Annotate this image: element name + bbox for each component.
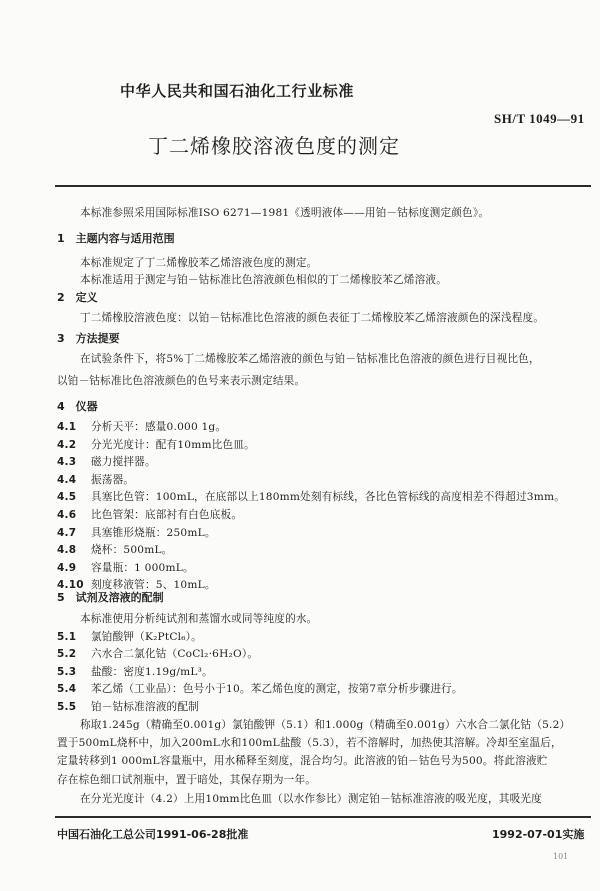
paragraph: 存在棕色细口试剂瓶中，置于暗处，其保存期为一年。	[57, 774, 317, 786]
clause-item	[57, 646, 258, 661]
issuing-organization: 中华人民共和国石油化工行业标准	[120, 82, 355, 100]
clause-item	[57, 560, 194, 575]
footer-divider	[55, 816, 591, 818]
section-heading: 1 主题内容与适用范围	[57, 232, 175, 245]
clause-text: 容量瓶：1 000mL。	[91, 561, 194, 574]
header-divider	[55, 185, 591, 187]
section-heading: 5 试剂及溶液的配制	[57, 591, 164, 604]
clause-number: 4.3	[57, 456, 77, 469]
clause-text: 比色管架：底部衬有白色底板。	[91, 509, 243, 521]
clause-item	[57, 629, 202, 644]
clause-number: 4.5	[57, 491, 77, 504]
clause-item	[57, 419, 226, 434]
clause-number: 5.3	[57, 665, 77, 678]
paragraph: 定量转移到1 000mL容量瓶中，用水稀释至刻度，混合均匀。此溶液的铂－钴色号为500。将此溶液贮	[57, 755, 548, 767]
clause-text: 刻度移液管：5、10mL。	[91, 579, 216, 592]
clause-item	[57, 699, 199, 714]
clause-number: 4.1	[57, 421, 77, 433]
clause-text: 具塞锥形烧瓶：250mL。	[91, 526, 216, 539]
section-heading: 3 方法提要	[57, 332, 120, 345]
clause-text: 烧杯：500mL。	[91, 544, 173, 557]
approval-date: 中国石油化工总公司1991-06-28批准	[57, 828, 249, 841]
clause-item	[57, 664, 213, 679]
clause-item	[57, 525, 216, 540]
clause-item	[57, 454, 156, 469]
clause-item	[57, 542, 172, 557]
paragraph: 本标准适用于测定与铂－钴标准比色溶液颜色相似的丁二烯橡胶苯乙烯溶液。	[80, 274, 447, 286]
clause-item	[57, 681, 463, 696]
clause-text: 氯铂酸钾（K₂PtCl₆）。	[91, 631, 202, 643]
clause-item	[57, 437, 255, 452]
clause-number: 4.6	[57, 509, 77, 521]
clause-number: 5.4	[57, 683, 77, 696]
clause-item	[57, 577, 216, 592]
clause-number: 4.8	[57, 544, 77, 557]
clause-number: 4.7	[57, 526, 77, 539]
clause-text: 铂－钴标准溶液的配制	[91, 700, 199, 713]
clause-text: 分析天平：感量0.000 1g。	[91, 421, 227, 433]
intro-paragraph: 本标准参照采用国际标准ISO 6271—1981《透明液体——用铂－钴标度测定颜色》。	[80, 207, 490, 219]
clause-number: 4.10	[57, 579, 84, 592]
clause-text: 分光光度计：配有10mm比色皿。	[91, 438, 255, 451]
clause-item	[57, 507, 242, 522]
clause-text: 苯乙烯（工业品）：色号小于10。苯乙烯色度的测定，按第7章分析步骤进行。	[91, 683, 463, 696]
paragraph: 以铂－钴标准比色溶液颜色的色号来表示测定结果。	[57, 375, 306, 387]
section-heading: 4 仪器	[57, 400, 98, 413]
clause-text: 具塞比色管：100mL，在底部以上180mm处刻有标线，各比色管标线的高度相差不得超过3mm。	[91, 491, 566, 504]
page-number: 101	[553, 852, 569, 861]
clause-text: 盐酸：密度1.19g/mL³。	[91, 665, 213, 678]
effective-date: 1992-07-01实施	[492, 828, 585, 841]
paragraph: 在试验条件下，将5%丁二烯橡胶苯乙烯溶液的颜色与铂－钴标准比色溶液的颜色进行目视比色，	[80, 353, 540, 365]
paragraph: 在分光光度计（4.2）上用10mm比色皿（以水作参比）测定铂－钴标准溶液的吸光度，其吸光度	[80, 793, 542, 805]
clause-item	[57, 489, 565, 504]
clause-text: 六水合二氯化钴（CoCl₂·6H₂O）。	[91, 648, 259, 661]
paragraph: 本标准规定了丁二烯橡胶苯乙烯溶液色度的测定。	[80, 257, 318, 269]
paragraph: 称取1.245g（精确至0.001g）氯铂酸钾（5.1）和1.000g（精确至0.001g）六水合二氯化钴（5.2）	[80, 719, 571, 731]
paragraph: 丁二烯橡胶溶液色度：以铂－钴标准比色溶液的颜色表征丁二烯橡胶苯乙烯溶液颜色的深浅程度。	[80, 312, 545, 324]
clause-number: 5.5	[57, 700, 77, 713]
paragraph: 置于500mL烧杯中，加入200mL水和100mL盐酸（5.3），若不溶解时，加热使其溶解。冷却至室温后，	[57, 737, 562, 749]
clause-number: 4.9	[57, 561, 77, 574]
paragraph: 本标准使用分析纯试剂和蒸馏水或同等纯度的水。	[80, 613, 318, 625]
clause-number: 5.2	[57, 648, 77, 661]
clause-text: 磁力搅拌器。	[91, 456, 156, 469]
document-title: 丁二烯橡胶溶液色度的测定	[148, 134, 400, 158]
standard-code: SH/T 1049—91	[494, 111, 585, 126]
section-heading: 2 定义	[57, 291, 98, 304]
clause-item	[57, 472, 134, 487]
clause-number: 5.1	[57, 631, 77, 643]
clause-number: 4.4	[57, 473, 77, 486]
clause-number: 4.2	[57, 438, 77, 451]
clause-text: 振荡器。	[91, 473, 135, 486]
